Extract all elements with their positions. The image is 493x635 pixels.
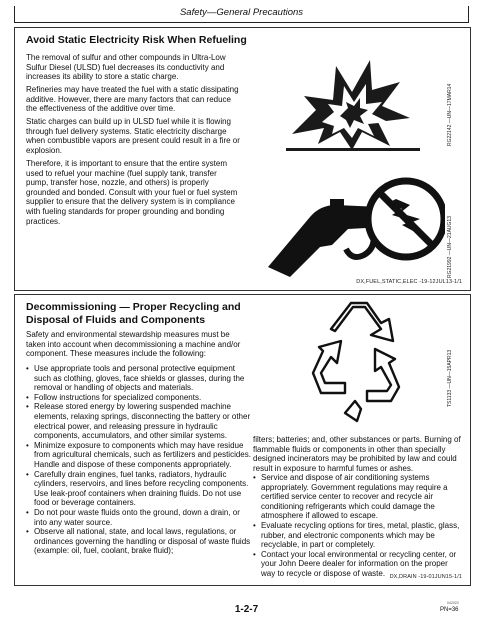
footer-code: DX,FUEL,STATIC,ELEC -19-12JUL13-1/1	[356, 279, 462, 285]
list-item: • Evaluate recycling options for tires, metal, plastic, glass, rubber, and electronic components which may be recyclable, in part or completely.	[253, 521, 463, 550]
print-code: 042020	[447, 601, 459, 605]
header-title: Safety—General Precautions	[179, 7, 304, 18]
paragraph: Therefore, it is important to ensure that the entire system used to refuel your machine (fuel supply tank, transfer pump, transfer hose, nozzle, and others) is properly grounded and bonded. Consult with your fuel or fuel system supplier to ensure that the delivery system is in compliance with fueling standards for proper grounding and bonding practices.	[26, 159, 238, 226]
page-number: 1-2-7	[234, 604, 259, 615]
intro-paragraph: Safety and environmental stewardship measures must be taken into account when decommissioning a machine and/or component. These measures include the following:	[26, 330, 241, 359]
header-right-tick	[468, 6, 469, 22]
decommissioning-section	[14, 294, 471, 586]
list-item: • Do not pour waste fluids onto the ground, down a drain, or into any water source.	[26, 508, 251, 527]
list-item: • Service and dispose of air conditioning systems appropriately. Government regulations may require a certified service center to recover and recycle air conditioning refrigerants which could damage the atmosphere if allowed to escape.	[253, 473, 463, 521]
paragraph: Static charges can build up in ULSD fuel while it is flowing through fuel delivery systems. Static electricity discharge when combustible vapors are present could result in a fire or explosion.	[26, 117, 240, 155]
section-title: Avoid Static Electricity Risk When Refueling	[26, 34, 247, 46]
list-item: • Use appropriate tools and personal protective equipment such as clothing, gloves, face shields or glasses, during the removal or handling of objects and materials.	[26, 364, 251, 393]
section-title-line-2: Disposal of Fluids and Components	[26, 314, 206, 326]
paragraph: Refineries may have treated the fuel with a static dissipating additive. However, there are many factors that can reduce the effectiveness of the additive over time.	[26, 85, 239, 114]
precaution-list-left	[26, 364, 251, 556]
list-item: • Contact your local environmental or recycling center, or your John Deere dealer for information on the proper way to recycle or dispose of waste.	[253, 550, 463, 579]
static-electricity-section	[14, 27, 471, 291]
continuation-paragraph: filters; batteries; and, other substances or parts. Burning of flammable fluids or components in other than specially designed incinerators may be prohibited by law and could result in exposure to harmful fumes or ashes.	[253, 435, 461, 473]
list-item: • Observe all national, state, and local laws, regulations, or ordinances governing the handling or disposal of waste fluids (example: oil, fuel, coolant, brake fluid);	[26, 527, 251, 556]
precaution-list-right	[253, 473, 463, 579]
section-title-line-1: Decommissioning — Proper Recycling and	[26, 301, 241, 313]
image-code: TS1133 —UN—15APR13	[447, 349, 453, 407]
paragraph: The removal of sulfur and other compounds in Ultra-Low Sulfur Diesel (ULSD) fuel decreases its conductivity and increases its ability to store a static charge.	[26, 53, 226, 82]
list-item: • Release stored energy by lowering suspended machine elements, relaxing springs, disconnecting the battery or other electrical power, and releasing pressure in hydraulic components, accumulators, and other similar systems.	[26, 402, 251, 440]
fuel-nozzle-no-static-icon	[260, 161, 445, 279]
image-code: RG21992 —UN—21AUG13	[447, 216, 453, 278]
recycle-icon	[295, 301, 425, 425]
footer-code: DX,DRAIN -19-01JUN15-1/1	[389, 574, 462, 580]
page-header	[14, 6, 469, 23]
image-code: RG22142 —UN—17MAR14	[447, 83, 453, 146]
list-item: • Carefully drain engines, fuel tanks, radiators, hydraulic cylinders, reservoirs, and lines before recycling components. Use leak-proof containers when draining fluids. Do not use food or beverage containers.	[26, 470, 251, 508]
list-item: • Follow instructions for specialized components.	[26, 393, 251, 403]
page-sequence: PN=36	[440, 607, 459, 613]
explosion-icon	[278, 46, 423, 156]
list-item: • Minimize exposure to components which may have residue from agricultural chemicals, such as fertilizers and pesticides. Handle and dispose of these components appropriately.	[26, 441, 251, 470]
